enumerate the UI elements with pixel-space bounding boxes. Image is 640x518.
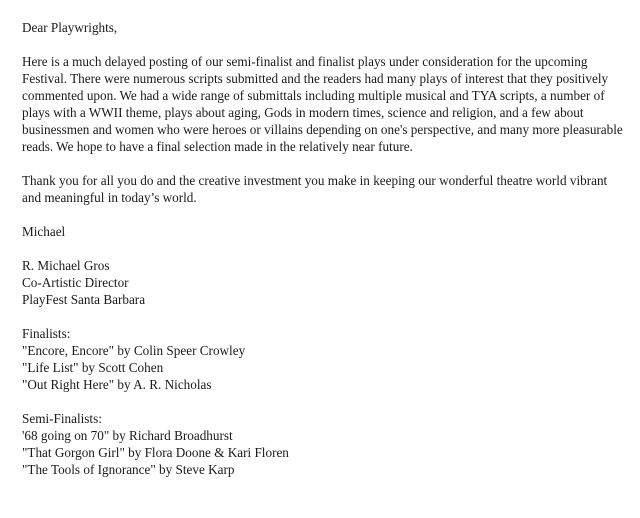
signature-organization: PlayFest Santa Barbara — [22, 292, 146, 307]
list-item: "Encore, Encore" by Colin Speer Crowley — [22, 343, 246, 358]
semi-finalists-list — [22, 410, 627, 478]
list-item: "Life List" by Scott Cohen — [22, 360, 164, 375]
sign-off-block — [22, 223, 627, 240]
salutation-block — [22, 19, 627, 36]
intro-paragraph: Here is a much delayed posting of our semi-finalist and finalist plays under consideration for the upcoming Festival. There were numerous scripts submitted and the readers had many plays of interest that they positively commented upon. We had a wide range of submittals including multiple musical and TYA scripts, a number of plays with a WWII theme, plays about aging, Gods in modern times, science and religion, and a few about businessmen and women who were heroes or villains depending on one's perspective, and many more pleasurable reads. We hope to have a final selection made in the relatively near future. — [22, 54, 623, 154]
sign-off: Michael — [22, 224, 66, 239]
thanks-paragraph-block — [22, 172, 627, 206]
signature-block — [22, 257, 627, 308]
finalists-list — [22, 325, 627, 393]
list-item: "The Tools of Ignorance" by Steve Karp — [22, 462, 235, 477]
list-item: "Out Right Here" by A. R. Nicholas — [22, 377, 212, 392]
list-item: '68 going on 70" by Richard Broadhurst — [22, 428, 233, 443]
letter-body — [22, 19, 627, 495]
thanks-paragraph: Thank you for all you do and the creative investment you make in keeping our wonderful theatre world vibrant and meaningful in today’s world. — [22, 173, 608, 205]
list-item: "That Gorgon Girl" by Flora Doone & Kari Floren — [22, 445, 289, 460]
finalists-heading: Finalists: — [22, 326, 71, 341]
intro-paragraph-block — [22, 53, 627, 155]
signature-title: Co-Artistic Director — [22, 275, 129, 290]
semi-finalists-heading: Semi-Finalists: — [22, 411, 102, 426]
salutation: Dear Playwrights, — [22, 20, 118, 35]
signature-name: R. Michael Gros — [22, 258, 110, 273]
